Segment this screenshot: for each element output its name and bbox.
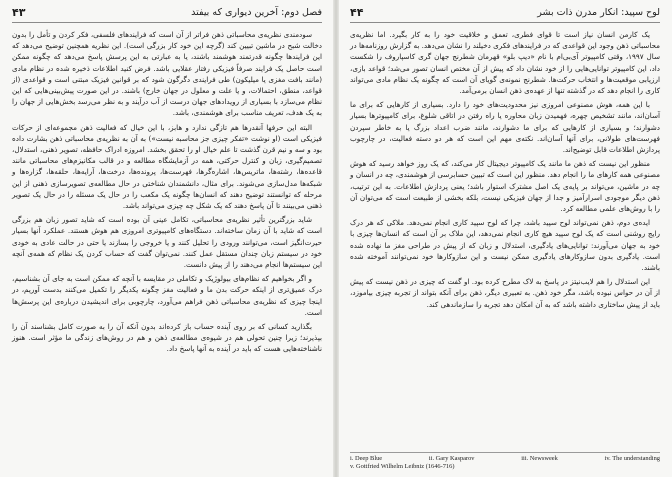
paragraph: و اگر بخواهیم که نظام‌های بیولوژیک و تکاملی در مقایسه با آنچه که ممکن است به جای آن بشناسیم، درک عمیق‌تری از اینکه حرکت بدن ما و فعالیت مغز چگونه یکدیگر را تکمیل می‌کنند بدست آوریم، در اینجا چیزی که نظریه‌ی محاسباتی ذهن فراهم می‌آورد، چارچوبی برای اندیشیدن درباره‌ی این پرسش‌ها است. (12, 274, 322, 317)
paragraph: یک کارمن انسان نیاز است تا قوای فطری، تعمق و خلاقیت خود را به کار بگیرد. اما نظریه‌ی محاسباتی ذهن وجود این قواعدی که در فرایندهای فکری دخیلند را نشان می‌دهد. به گزارش روزنامه‌ها در سال ۱۹۹۷، وقتی کامپیوتر آی‌بی‌ام با نام «دیپ بلو» قهرمان شطرنج جهان گری کاسپاروف را شکست داد، این کامپیوتر توانایی‌هایی را از خود نشان داد که پیش از آن مختص انسان تصور می‌شد؛ قواعد بازی، ارزیابی موقعیت‌ها و انتخاب حرکت‌ها. شطرنج نمونه‌ی گویای آن است که چگونه یک نظام مادی می‌تواند کاری را انجام دهد که در گذشته تنها از عهده‌ی ذهن انسان برمی‌آمد. (350, 30, 660, 96)
paragraph: البته این حرفها آنقدرها هم تازگی ندارد و هابز، با این خیال که فعالیت ذهن مجموعه‌ای از حرکات فیزیکی است (او نوشت «تفکر چیزی جز محاسبه نیست») به آن به نظریه‌ی محاسباتی ذهن بشارت داده بود و سه و نیم قرن گذشت تا علم خیال او را تحقق بخشد. امروزه ادراک حافظه، تصویر ذهنی، استدلال، تصمیم‌گیری، زبان و کنترل حرکتی، همه در آزمایشگاه مطالعه و در قالب مکانیزم‌های محاسباتی مانند قاعده‌ها، رشته‌ها، ماتریس‌ها، اشاره‌گرها، فهرست‌ها، پرونده‌ها، درخت‌ها، آرایه‌ها، حلقه‌ها، گزاره‌ها و شبکه‌ها مدل‌سازی می‌شوند. برای مثال، دانشمندان شناختی در حال مطالعه‌ی تصویرسازی ذهنی از این مرحله که توانستند توضیح دهند که انسان‌ها چگونه یک مکعب را در حال یک مسئله را در حال یک تصویر ذهنی می‌بینند تا آن پاسخ دهند که یک شکل چه چیزی می‌تواند باشد. (12, 122, 322, 211)
paragraph: با این همه، هوش مصنوعی امروزی نیز محدودیت‌های خود را دارد. بسیاری از کارهایی که برای ما آسان‌اند، مانند تشخیص چهره، فهمیدن زبان محاوره یا راه رفتن در اتاقی شلوغ، برای کامپیوترها بسیار دشوارند؛ و بسیاری از کارهایی که برای ما دشوارند، مانند ضرب اعداد بزرگ یا به خاطر سپردن فهرست‌های طولانی، برای آنها آسان‌اند. نکته‌ی مهم این است که هر دو دسته فعالیت، در چارچوب پردازش اطلاعات قابل توضیح‌اند. (350, 100, 660, 155)
paragraph: منظور این نیست که ذهن ما مانند یک کامپیوتر دیجیتال کار می‌کند، که یک روز خواهد رسید که هوش مصنوعی همه کارهای ما را انجام دهد. منظور این است که تبیین حسابرسی از هوشمندی، چه در انسان و چه در ماشین، می‌تواند بر پایه‌ی یک اصل مشترک استوار باشد؛ یعنی پردازش اطلاعات. به این ترتیب، ذهن دیگر موجودی اسرارآمیز و جدا از جهان فیزیکی نیست، بلکه بخشی از طبیعت است که می‌توان آن را با روش‌های علمی مطالعه کرد. (350, 159, 660, 214)
paragraph: ایده‌ی دوم، ذهن نمی‌تواند لوح سپید باشد، چرا که لوح سپید کاری انجام نمی‌دهد. ملاکی که هر درک رایج روشنی است که یک لوح سپید هیچ کاری انجام نمی‌دهد، این ملاک بر آن است که انسان‌ها چیزی با خود به جهان می‌آورند: توانایی‌های یادگیری، استدلال و زبان که از پیش در طراحی مغز ما نهاده شده است. یادگیری بدون سازوکارهای یادگیری ممکن نیست و این سازوکارها خود نمی‌توانند آموخته شده باشند. (350, 218, 660, 273)
footnote: iv. The understanding (604, 455, 660, 462)
footnote-row (350, 455, 660, 463)
paragraph: بگذارید کسانی که بر روی آینده حساب باز کرده‌اند بدون آنکه آن را به صورت کامل بشناسند آن را بپذیرند؛ زیرا چنین تحولی هم در شیوه‌ی مطالعه‌ی ذهن و هم در روش‌های زندگی ما مؤثر است. هنوز ناشناخته‌هایی هست که باید در آینده به آنها پاسخ داد. (12, 322, 322, 354)
footnote: iii. Newsweek (521, 455, 558, 462)
left-page-body (12, 29, 322, 355)
footnotes (350, 452, 660, 471)
paragraph: شاید بزرگترین تأثیر نظریه‌ی محاسباتی، تکامل عینی آن بوده است که شاید تصور زبان هم بزرگی است که شاید با آن زمان ساخته‌اند. دستگاه‌های کامپیوتری امروزی هم هوش هستند. عملکرد آنها بسیار حیرت‌انگیز است، می‌توانند ورودی را تحلیل کنند و یا خروجی را بسازند یا حتی در حالت عادی به خودی خود در سیستم زبان چندان مستقل عمل کنند. نمی‌توان گفت که حساب کردن یک نظام که همه‌ی آنچه این سیستم‌ها انجام می‌دهند را از پیش دانست. (12, 215, 322, 270)
footnote-row (350, 463, 660, 471)
footnote: i. Deep Blue (350, 455, 383, 462)
left-page (0, 0, 334, 477)
left-page-number: ۴۳ (12, 6, 26, 19)
paragraph: این استدلال را هم لایب‌نیتز در پاسخ به لاک مطرح کرده بود. او گفت که چیزی در ذهن نیست که پیش از آن در حواس نبوده باشد، مگر خود ذهن. به تعبیری دیگر، ذهن برای آنکه بتواند از تجربه چیزی بیاموزد، باید از پیش ساختاری داشته باشد که به آن امکان دهد تجربه را سازماندهی کند. (350, 277, 660, 309)
footnote: v. Gottfried Wilhelm Leibniz (1646-716) (350, 463, 455, 470)
right-running-head: لوح سپید: انکار مدرن ذات بشر (537, 7, 660, 18)
footnote: ii. Gary Kasparov (428, 455, 475, 462)
left-page-header (12, 6, 322, 23)
right-page-number: ۴۴ (350, 6, 364, 19)
right-page (338, 0, 672, 477)
paragraph: سودمندی نظریه‌ی محاسباتی ذهن فراتر از آن است که فرایندهای فلسفی، فکر کردن و تأمل را بدون دخالت شبح در ماشین تبیین کند (گرچه این خود کار بزرگی است). این نظریه همچنین توضیح می‌دهد که این فرایندها چگونه قدرتمند هوشمند باشند، یا به عبارتی به این پرسش پاسخ می‌دهد که چگونه ممکن است حاصل یک فرایند صرفاً فیزیکی رفتار عقلایی باشد. فرض کنید اطلاعات ذخیره شده در نظام مادی (مانند بافت مغزی یا میلیکون) طی فرایندی دگرگون شود که بر قوانین فیزیک مبتنی است و قواعدی (از قواعد، منطق، احتمالات، و یا علت و معلول در جهان خارج) باشند. در این صورت پیش‌بینی‌هایی که این نظام می‌سازد با بسیاری از رویدادهای جهان درست از آب درآیند و به نظر می‌رسد بخش‌هایی از جهان را به یک هدف، تعریف مناسب برای هوشمندی، باشد. (12, 30, 322, 118)
left-running-head: فصل دوم: آخرین دیواری که بیفتد (191, 7, 322, 18)
right-page-body (350, 29, 660, 310)
right-page-header (350, 6, 660, 23)
